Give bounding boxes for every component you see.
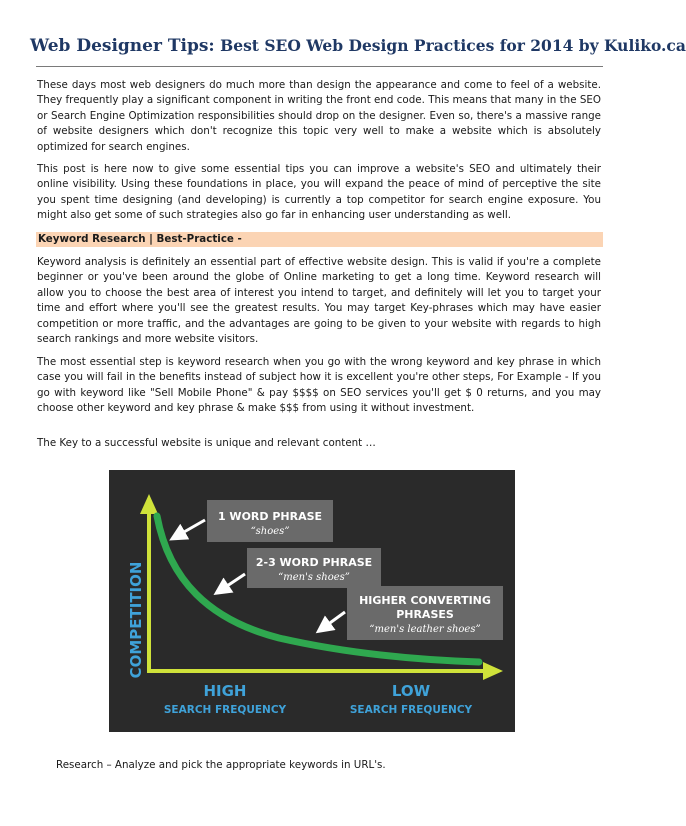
x-axis-arrowhead bbox=[483, 662, 503, 680]
paragraph-tips: This post is here now to give some essential tips you can improve a website's SEO and ultimately their online visibility. Using these foundations in place, you will expand the peace of mind of perceptive the site you spent time designing (and developing) is currently a top competitor for search engine exposure. You might also get some of such strategies also go far in enhancing user understanding as well. bbox=[37, 163, 601, 222]
y-axis-arrowhead bbox=[140, 494, 158, 514]
keyword-competition-figure bbox=[109, 470, 515, 732]
paragraph-keyword-analysis: Keyword analysis is definitely an essential part of effective website design. This is valid if you're a complete beginner or you've been around the globe of Online marketing to get a long time. Keyword research will allow you to choose the best area of interest you intend to target, and definitely will let you to target your time and effort where you'll see the greatest results. You may target Key-phrases which may have easier competition or more traffic, and the advantages are going to be given to your website with regards to high search rankings and more website visitors. bbox=[37, 256, 601, 346]
page-title bbox=[30, 36, 686, 56]
y-axis-label: COMPETITION bbox=[127, 561, 145, 679]
arrow-3 bbox=[323, 612, 345, 628]
box-1-title: 1 WORD PHRASE bbox=[217, 510, 323, 523]
box-1-example: “shoes” bbox=[250, 526, 290, 537]
arrow-1 bbox=[177, 520, 205, 536]
box-2-title: 2-3 WORD PHRASE bbox=[255, 556, 373, 569]
figure-caption: Research – Analyze and pick the appropriate keywords in URL's. bbox=[56, 759, 386, 771]
x-sub-low: SEARCH FREQUENCY bbox=[349, 704, 473, 716]
x-sub-high: SEARCH FREQUENCY bbox=[163, 704, 287, 716]
x-label-high: HIGH bbox=[203, 682, 247, 700]
section-heading: Keyword Research | Best-Practice - bbox=[36, 232, 603, 247]
title-part-2: Best SEO Web Design Practices for 2014 by Kuliko.ca bbox=[220, 36, 686, 55]
paragraph-key-content: The Key to a successful website is unique and relevant content … bbox=[37, 437, 376, 449]
box-3-title-line-2: PHRASES bbox=[396, 608, 454, 621]
x-label-low: LOW bbox=[391, 682, 431, 700]
box-2-example: “men's shoes” bbox=[278, 572, 350, 583]
paragraph-keyword-research: The most essential step is keyword research when you go with the wrong keyword and key phrase in which case you will fail in the benefits instead of subject how it is excellent you're other steps, For Example - If you go with keyword like "Sell Mobile Phone" & pay $$$$ on SEO services you'll get $ 0 returns, and you may choose other keyword and key phrase & make $$$ from using it without investment. bbox=[37, 356, 601, 415]
title-divider bbox=[36, 66, 603, 67]
paragraph-intro: These days most web designers do much more than design the appearance and come to feel of a website. They frequently play a significant component in writing the front end code. This means that many in the SEO or Search Engine Optimization responsibilities should drop on the designer. Even so, there's a massive range of website designers which don't recognize this topic very well to make a website which is absolutely optimized for search engines. bbox=[37, 79, 601, 153]
arrow-2 bbox=[221, 574, 245, 590]
box-3-title-line-1: HIGHER CONVERTING bbox=[359, 594, 491, 607]
title-part-1: Web Designer Tips: bbox=[30, 36, 215, 56]
box-3-example: “men's leather shoes” bbox=[369, 624, 481, 635]
figure-svg bbox=[109, 470, 515, 732]
